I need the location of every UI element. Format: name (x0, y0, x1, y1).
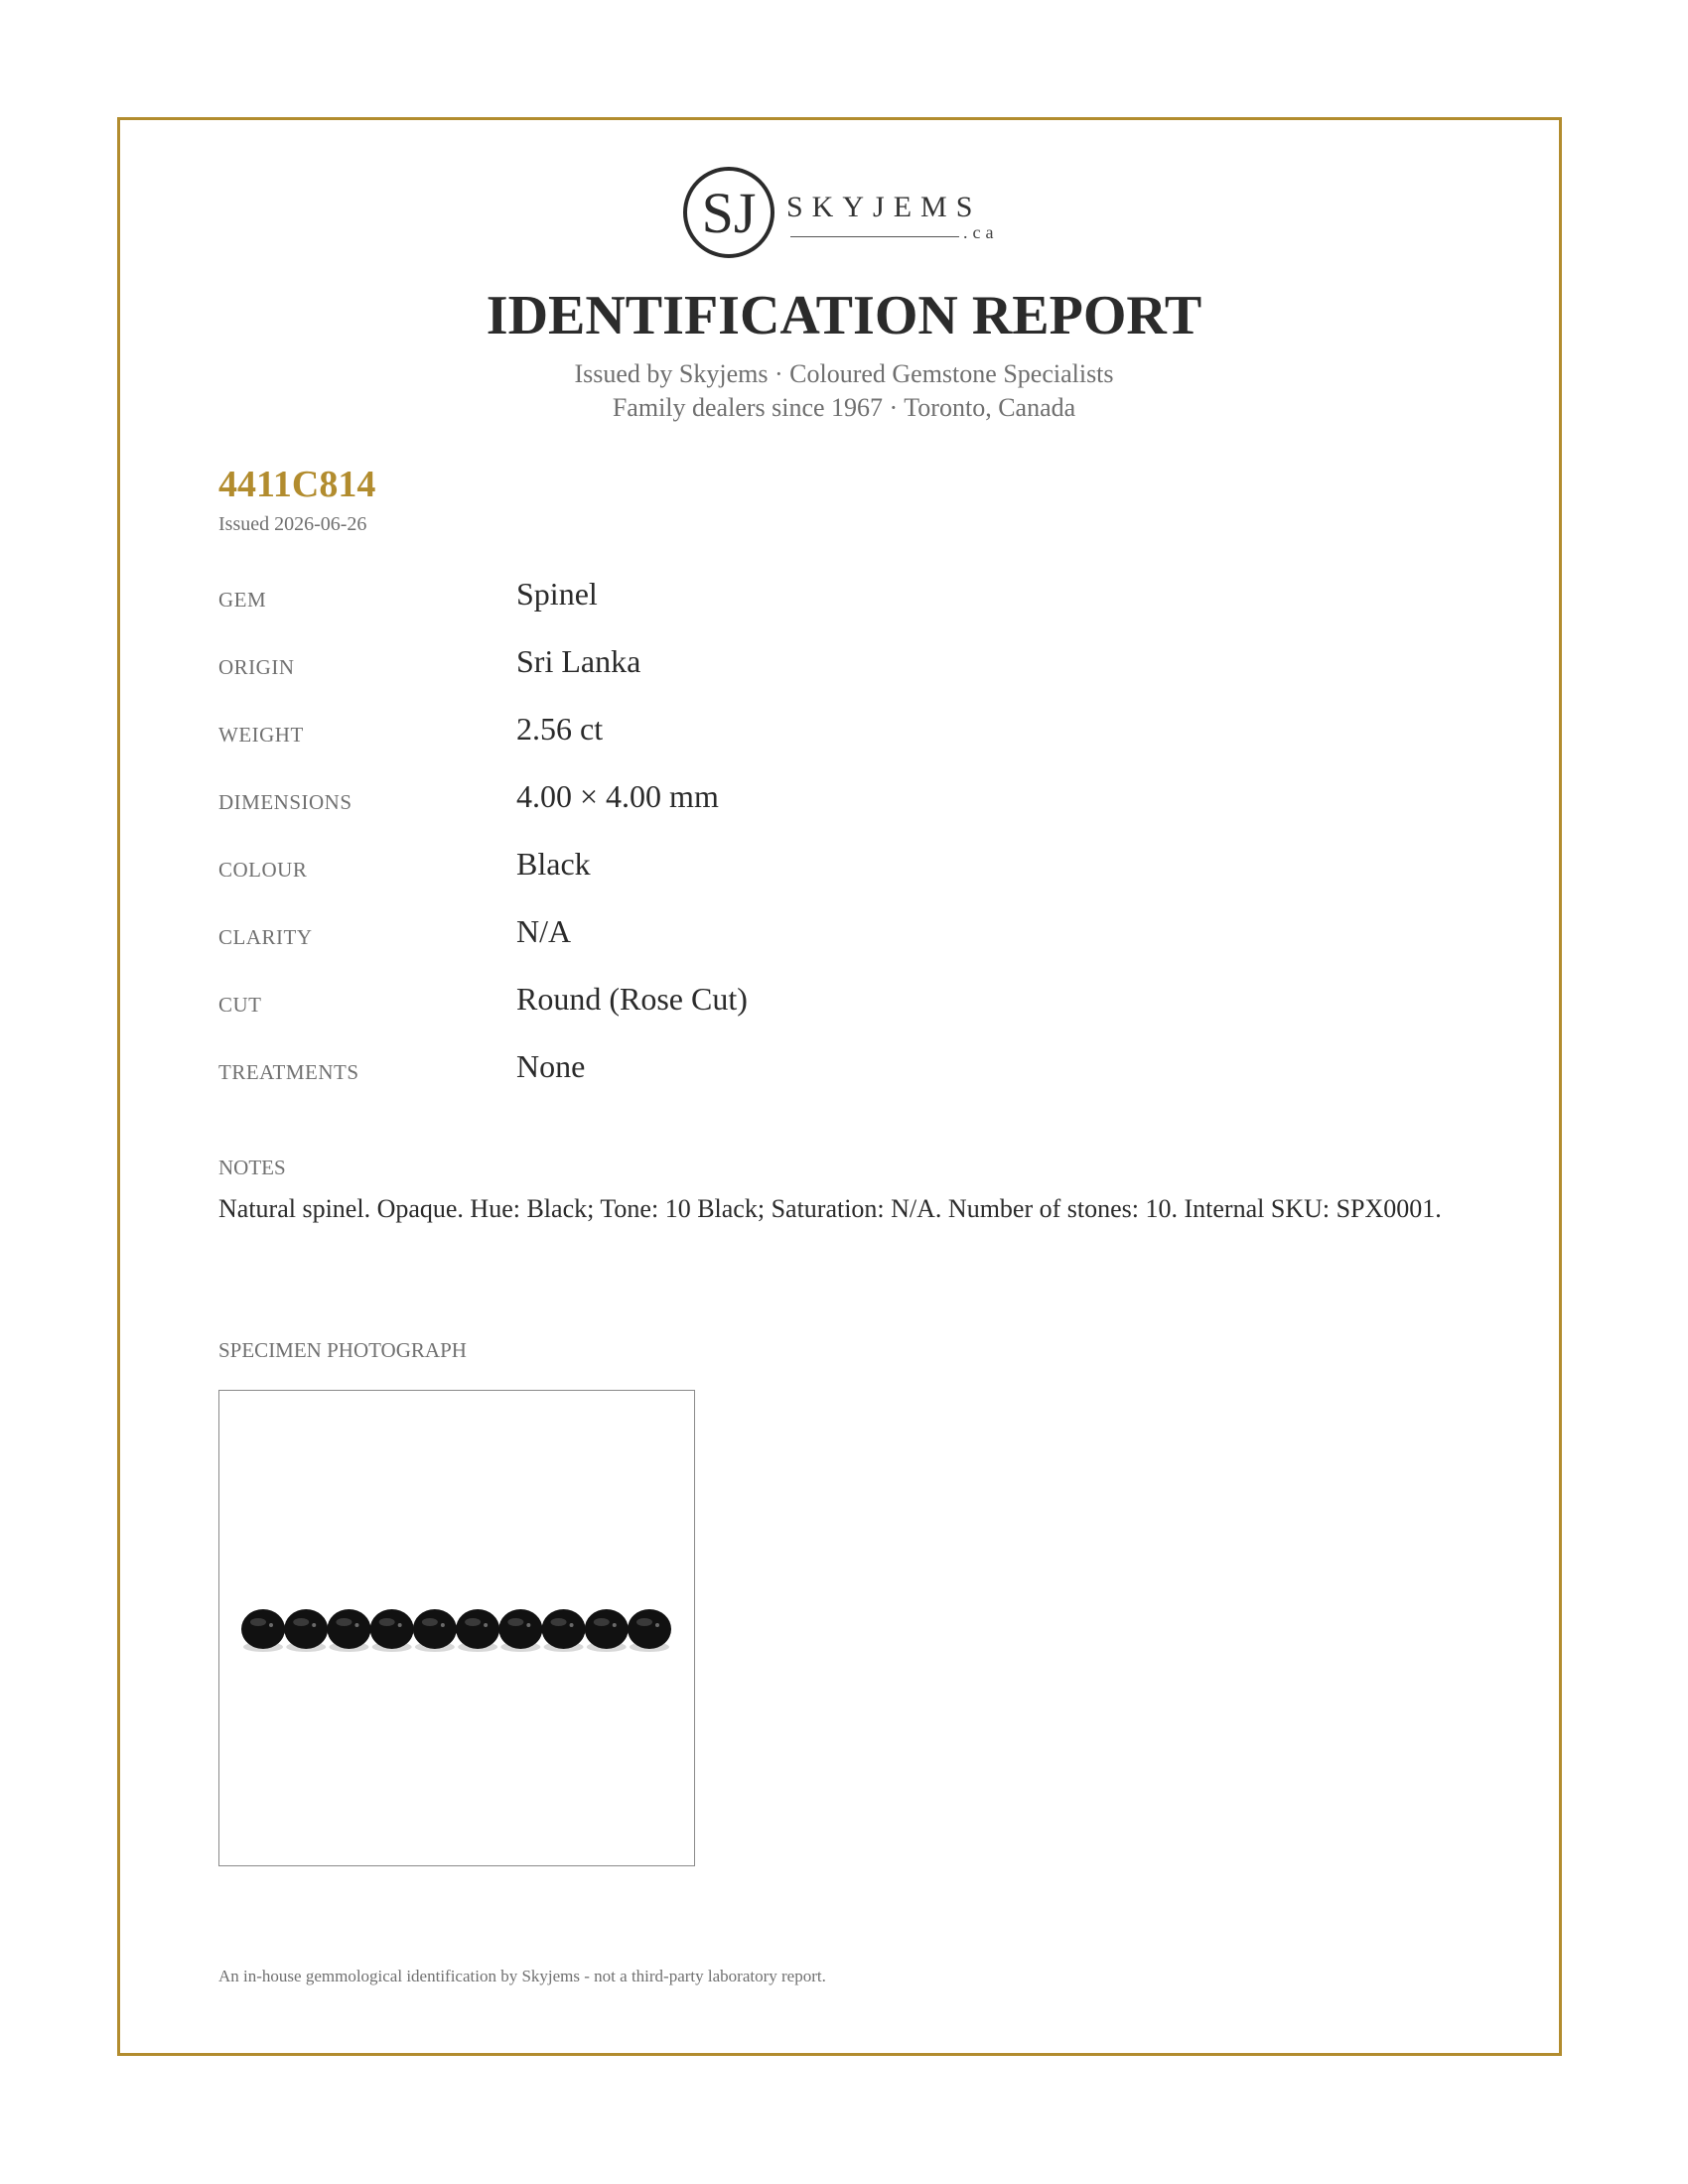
subtitle-line-2: Family dealers since 1967 · Toronto, Canada (612, 393, 1076, 422)
clarity-label: CLARITY (218, 925, 313, 949)
treatments-label: TREATMENTS (218, 1060, 359, 1084)
colour-label: COLOUR (218, 858, 308, 882)
notes-text: Natural spinel. Opaque. Hue: Black; Tone: 10 Black; Saturation: N/A. Number of stones: 10. Internal SKU: SPX0001. (218, 1194, 1442, 1223)
monogram-text: SJ (701, 181, 757, 245)
gemstone-4 (370, 1609, 414, 1652)
issued-date: Issued 2026-06-26 (218, 513, 367, 535)
gemstone-3 (327, 1609, 370, 1652)
gemstone-9 (585, 1609, 629, 1652)
brand-name: SKYJEMS (786, 191, 982, 223)
weight-value: 2.56 ct (516, 711, 604, 747)
cut-value: Round (Rose Cut) (516, 981, 748, 1017)
origin-label: ORIGIN (218, 655, 295, 679)
gemstone-10 (628, 1609, 671, 1652)
specimen-photograph (218, 1390, 695, 1866)
treatments-value: None (516, 1048, 586, 1084)
brand-logo (683, 165, 1011, 264)
gem-value: Spinel (516, 576, 598, 612)
weight-label: WEIGHT (218, 723, 304, 747)
clarity-value: N/A (516, 913, 572, 949)
notes-label: NOTES (218, 1156, 286, 1179)
report-id: 4411C814 (218, 464, 376, 505)
colour-value: Black (516, 846, 591, 882)
report-title: IDENTIFICATION REPORT (486, 285, 1202, 346)
gem-label: GEM (218, 588, 267, 612)
brand-divider (790, 236, 959, 237)
subtitle-line-1: Issued by Skyjems · Coloured Gemstone Specialists (574, 359, 1114, 388)
gemstone-row-image (219, 1391, 693, 1864)
cut-label: CUT (218, 993, 262, 1017)
origin-value: Sri Lanka (516, 643, 641, 679)
sj-monogram-logo (683, 165, 776, 260)
footer-disclaimer: An in-house gemmological identification by Skyjems - not a third-party laboratory report. (218, 1967, 826, 1985)
gemstone-2 (284, 1609, 328, 1652)
gemstone-6 (456, 1609, 499, 1652)
dimensions-value: 4.00 × 4.00 mm (516, 778, 719, 814)
gemstone-7 (498, 1609, 542, 1652)
gemstone-5 (413, 1609, 457, 1652)
gemstone-8 (542, 1609, 586, 1652)
brand-suffix: .ca (963, 222, 999, 242)
gemstone-1 (241, 1609, 285, 1652)
dimensions-label: DIMENSIONS (218, 790, 352, 814)
specimen-photo-label: SPECIMEN PHOTOGRAPH (218, 1338, 467, 1362)
